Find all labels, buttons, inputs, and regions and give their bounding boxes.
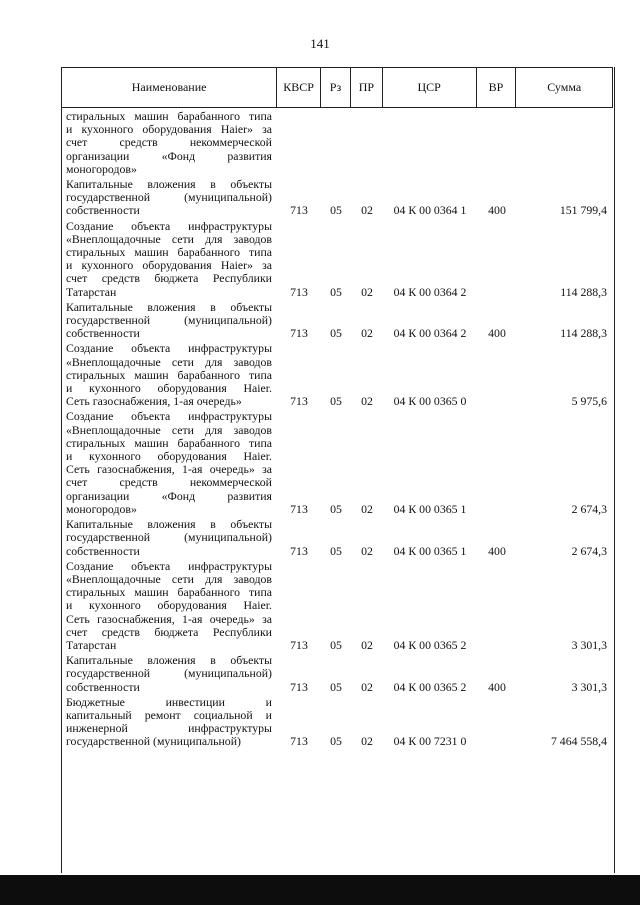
row-csr: 04 К 00 0365 1 bbox=[393, 543, 467, 558]
row-name bbox=[61, 518, 277, 558]
row-name-line: Татарстан bbox=[66, 638, 117, 652]
row-pr: 02 bbox=[361, 284, 373, 299]
row-rz: 05 bbox=[330, 284, 342, 299]
row-rz: 05 bbox=[330, 501, 342, 516]
row-name-line: Капитальные вложения в объекты bbox=[66, 300, 272, 314]
table-row bbox=[61, 342, 613, 408]
row-sum: 114 288,3 bbox=[560, 326, 607, 341]
row-pr: 02 bbox=[361, 394, 373, 409]
table-row bbox=[61, 696, 613, 749]
row-rz: 05 bbox=[330, 326, 342, 341]
row-name-line: Создание объекта инфраструктуры bbox=[66, 342, 272, 356]
row-name-line: моногородов» bbox=[66, 162, 137, 176]
row-name-line: организации «Фонд развития bbox=[66, 149, 272, 163]
row-sum: 7 464 558,4 bbox=[550, 734, 607, 749]
row-name-line: инженерной инфраструктуры bbox=[66, 722, 272, 736]
row-name-line: государственной (муниципальной) bbox=[66, 191, 272, 205]
row-kvsr: 713 bbox=[290, 284, 308, 299]
row-name-line: государственной (муниципальной) bbox=[66, 314, 272, 328]
row-name-line: счет средств некоммерческой bbox=[66, 476, 272, 490]
row-kvsr: 713 bbox=[290, 734, 308, 749]
row-name bbox=[61, 301, 277, 341]
row-name-line: «Внеплощадочные сети для заводов bbox=[66, 572, 272, 586]
row-vr: 400 bbox=[488, 679, 506, 694]
row-name-line: Бюджетные инвестиции и bbox=[66, 695, 272, 709]
header-sum: Сумма bbox=[547, 80, 582, 94]
row-name-line: собственности bbox=[66, 544, 140, 558]
header-csr: ЦСР bbox=[383, 68, 477, 107]
row-sum: 5 975,6 bbox=[571, 394, 607, 409]
row-vr: 400 bbox=[488, 543, 506, 558]
row-kvsr: 713 bbox=[290, 543, 308, 558]
table-row bbox=[61, 654, 613, 694]
row-name bbox=[61, 410, 277, 516]
table-row bbox=[61, 220, 613, 299]
row-name-line: «Внеплощадочные сети для заводов bbox=[66, 355, 272, 369]
row-csr: 04 К 00 0365 0 bbox=[393, 394, 467, 409]
row-name-line: государственной (муниципальной) bbox=[66, 735, 241, 749]
row-rz: 05 bbox=[330, 203, 342, 218]
row-pr: 02 bbox=[361, 637, 373, 652]
table-row bbox=[61, 110, 613, 176]
row-name-line: капитальный ремонт социальной и bbox=[66, 708, 272, 722]
row-sum: 2 674,3 bbox=[571, 501, 607, 516]
row-pr: 02 bbox=[361, 203, 373, 218]
row-csr: 04 К 00 0365 1 bbox=[393, 501, 467, 516]
row-kvsr: 713 bbox=[290, 501, 308, 516]
row-name-line: собственности bbox=[66, 204, 140, 218]
row-sum: 114 288,3 bbox=[560, 284, 607, 299]
row-name-line: моногородов» bbox=[66, 502, 137, 516]
header-kvsr: КВСР bbox=[277, 68, 321, 107]
row-csr: 04 К 00 0365 2 bbox=[393, 679, 467, 694]
row-name-line: счет средств бюджета Республики bbox=[66, 625, 272, 639]
row-csr: 04 К 00 0364 1 bbox=[393, 203, 467, 218]
row-name-line: организации «Фонд развития bbox=[66, 489, 272, 503]
row-name bbox=[61, 110, 277, 176]
row-name-line: счет средств некоммерческой bbox=[66, 136, 272, 150]
row-name-line: и кухонного оборудования Haier. bbox=[66, 382, 272, 396]
row-name-line: Капитальные вложения в объекты bbox=[66, 178, 272, 192]
row-name-line: Создание объекта инфраструктуры bbox=[66, 410, 272, 424]
row-name-line: Сеть газоснабжения, 1-ая очередь» bbox=[66, 395, 242, 409]
row-name-line: и кухонного оборудования Haier» за bbox=[66, 259, 272, 273]
scan-edge bbox=[0, 875, 640, 905]
row-name-line: и кухонного оборудования Haier. bbox=[66, 599, 272, 613]
page-number: 141 bbox=[310, 36, 330, 51]
row-sum: 2 674,3 bbox=[571, 543, 607, 558]
row-kvsr: 713 bbox=[290, 679, 308, 694]
row-name-line: стиральных машин барабанного типа bbox=[66, 110, 272, 123]
row-rz: 05 bbox=[330, 734, 342, 749]
row-pr: 02 bbox=[361, 679, 373, 694]
row-name bbox=[61, 220, 277, 299]
table-row bbox=[61, 518, 613, 558]
row-rz: 05 bbox=[330, 679, 342, 694]
row-sum: 3 301,3 bbox=[571, 679, 607, 694]
row-vr: 400 bbox=[488, 326, 506, 341]
row-name-line: Сеть газоснабжения, 1-ая очередь» за bbox=[66, 612, 272, 626]
row-name-line: счет средств бюджета Республики bbox=[66, 272, 272, 286]
row-name bbox=[61, 560, 277, 652]
row-name-line: стиральных машин барабанного типа bbox=[66, 436, 272, 450]
row-name-line: «Внеплощадочные сети для заводов bbox=[66, 232, 272, 246]
row-kvsr: 713 bbox=[290, 326, 308, 341]
row-csr: 04 К 00 0364 2 bbox=[393, 284, 467, 299]
row-name-line: стиральных машин барабанного типа bbox=[66, 368, 272, 382]
row-name-line: и кухонного оборудования Haier. bbox=[66, 450, 272, 464]
row-name-line: государственной (муниципальной) bbox=[66, 667, 272, 681]
row-name bbox=[61, 178, 277, 218]
row-name-line: Капитальные вложения в объекты bbox=[66, 518, 272, 532]
row-name-line: Капитальные вложения в объекты bbox=[66, 654, 272, 668]
row-sum: 151 799,4 bbox=[559, 203, 607, 218]
row-name-line: стиральных машин барабанного типа bbox=[66, 246, 272, 260]
row-pr: 02 bbox=[361, 501, 373, 516]
row-name-line: стиральных машин барабанного типа bbox=[66, 586, 272, 600]
row-name-line: Татарстан bbox=[66, 285, 117, 299]
header-pr: ПР bbox=[351, 68, 383, 107]
header-name: Наименование bbox=[62, 68, 277, 107]
row-pr: 02 bbox=[361, 543, 373, 558]
row-name-line: и кухонного оборудования Haier» за bbox=[66, 123, 272, 137]
row-name-line: Создание объекта инфраструктуры bbox=[66, 219, 272, 233]
row-name-line: собственности bbox=[66, 327, 140, 341]
row-csr: 04 К 00 0365 2 bbox=[393, 637, 467, 652]
row-kvsr: 713 bbox=[290, 637, 308, 652]
header-vr: ВР bbox=[477, 68, 517, 107]
row-csr: 04 К 00 7231 0 bbox=[393, 734, 467, 749]
row-pr: 02 bbox=[361, 734, 373, 749]
row-csr: 04 К 00 0364 2 bbox=[393, 326, 467, 341]
row-name bbox=[61, 342, 277, 408]
row-name-line: Сеть газоснабжения, 1-ая очередь» за bbox=[66, 463, 272, 477]
row-name bbox=[61, 654, 277, 694]
row-name-line: Создание объекта инфраструктуры bbox=[66, 559, 272, 573]
row-sum: 3 301,3 bbox=[571, 637, 607, 652]
table-header bbox=[61, 67, 613, 108]
row-name bbox=[61, 696, 277, 749]
row-rz: 05 bbox=[330, 394, 342, 409]
table-row bbox=[61, 410, 613, 516]
table-row bbox=[61, 301, 613, 341]
row-name-line: собственности bbox=[66, 680, 140, 694]
row-kvsr: 713 bbox=[290, 203, 308, 218]
table-body bbox=[61, 110, 613, 751]
row-name-line: государственной (муниципальной) bbox=[66, 531, 272, 545]
header-rz: Рз bbox=[321, 68, 351, 107]
row-kvsr: 713 bbox=[290, 394, 308, 409]
row-name-line: «Внеплощадочные сети для заводов bbox=[66, 423, 272, 437]
row-pr: 02 bbox=[361, 326, 373, 341]
row-rz: 05 bbox=[330, 543, 342, 558]
row-vr: 400 bbox=[488, 203, 506, 218]
row-rz: 05 bbox=[330, 637, 342, 652]
table-row bbox=[61, 560, 613, 652]
table-row bbox=[61, 178, 613, 218]
